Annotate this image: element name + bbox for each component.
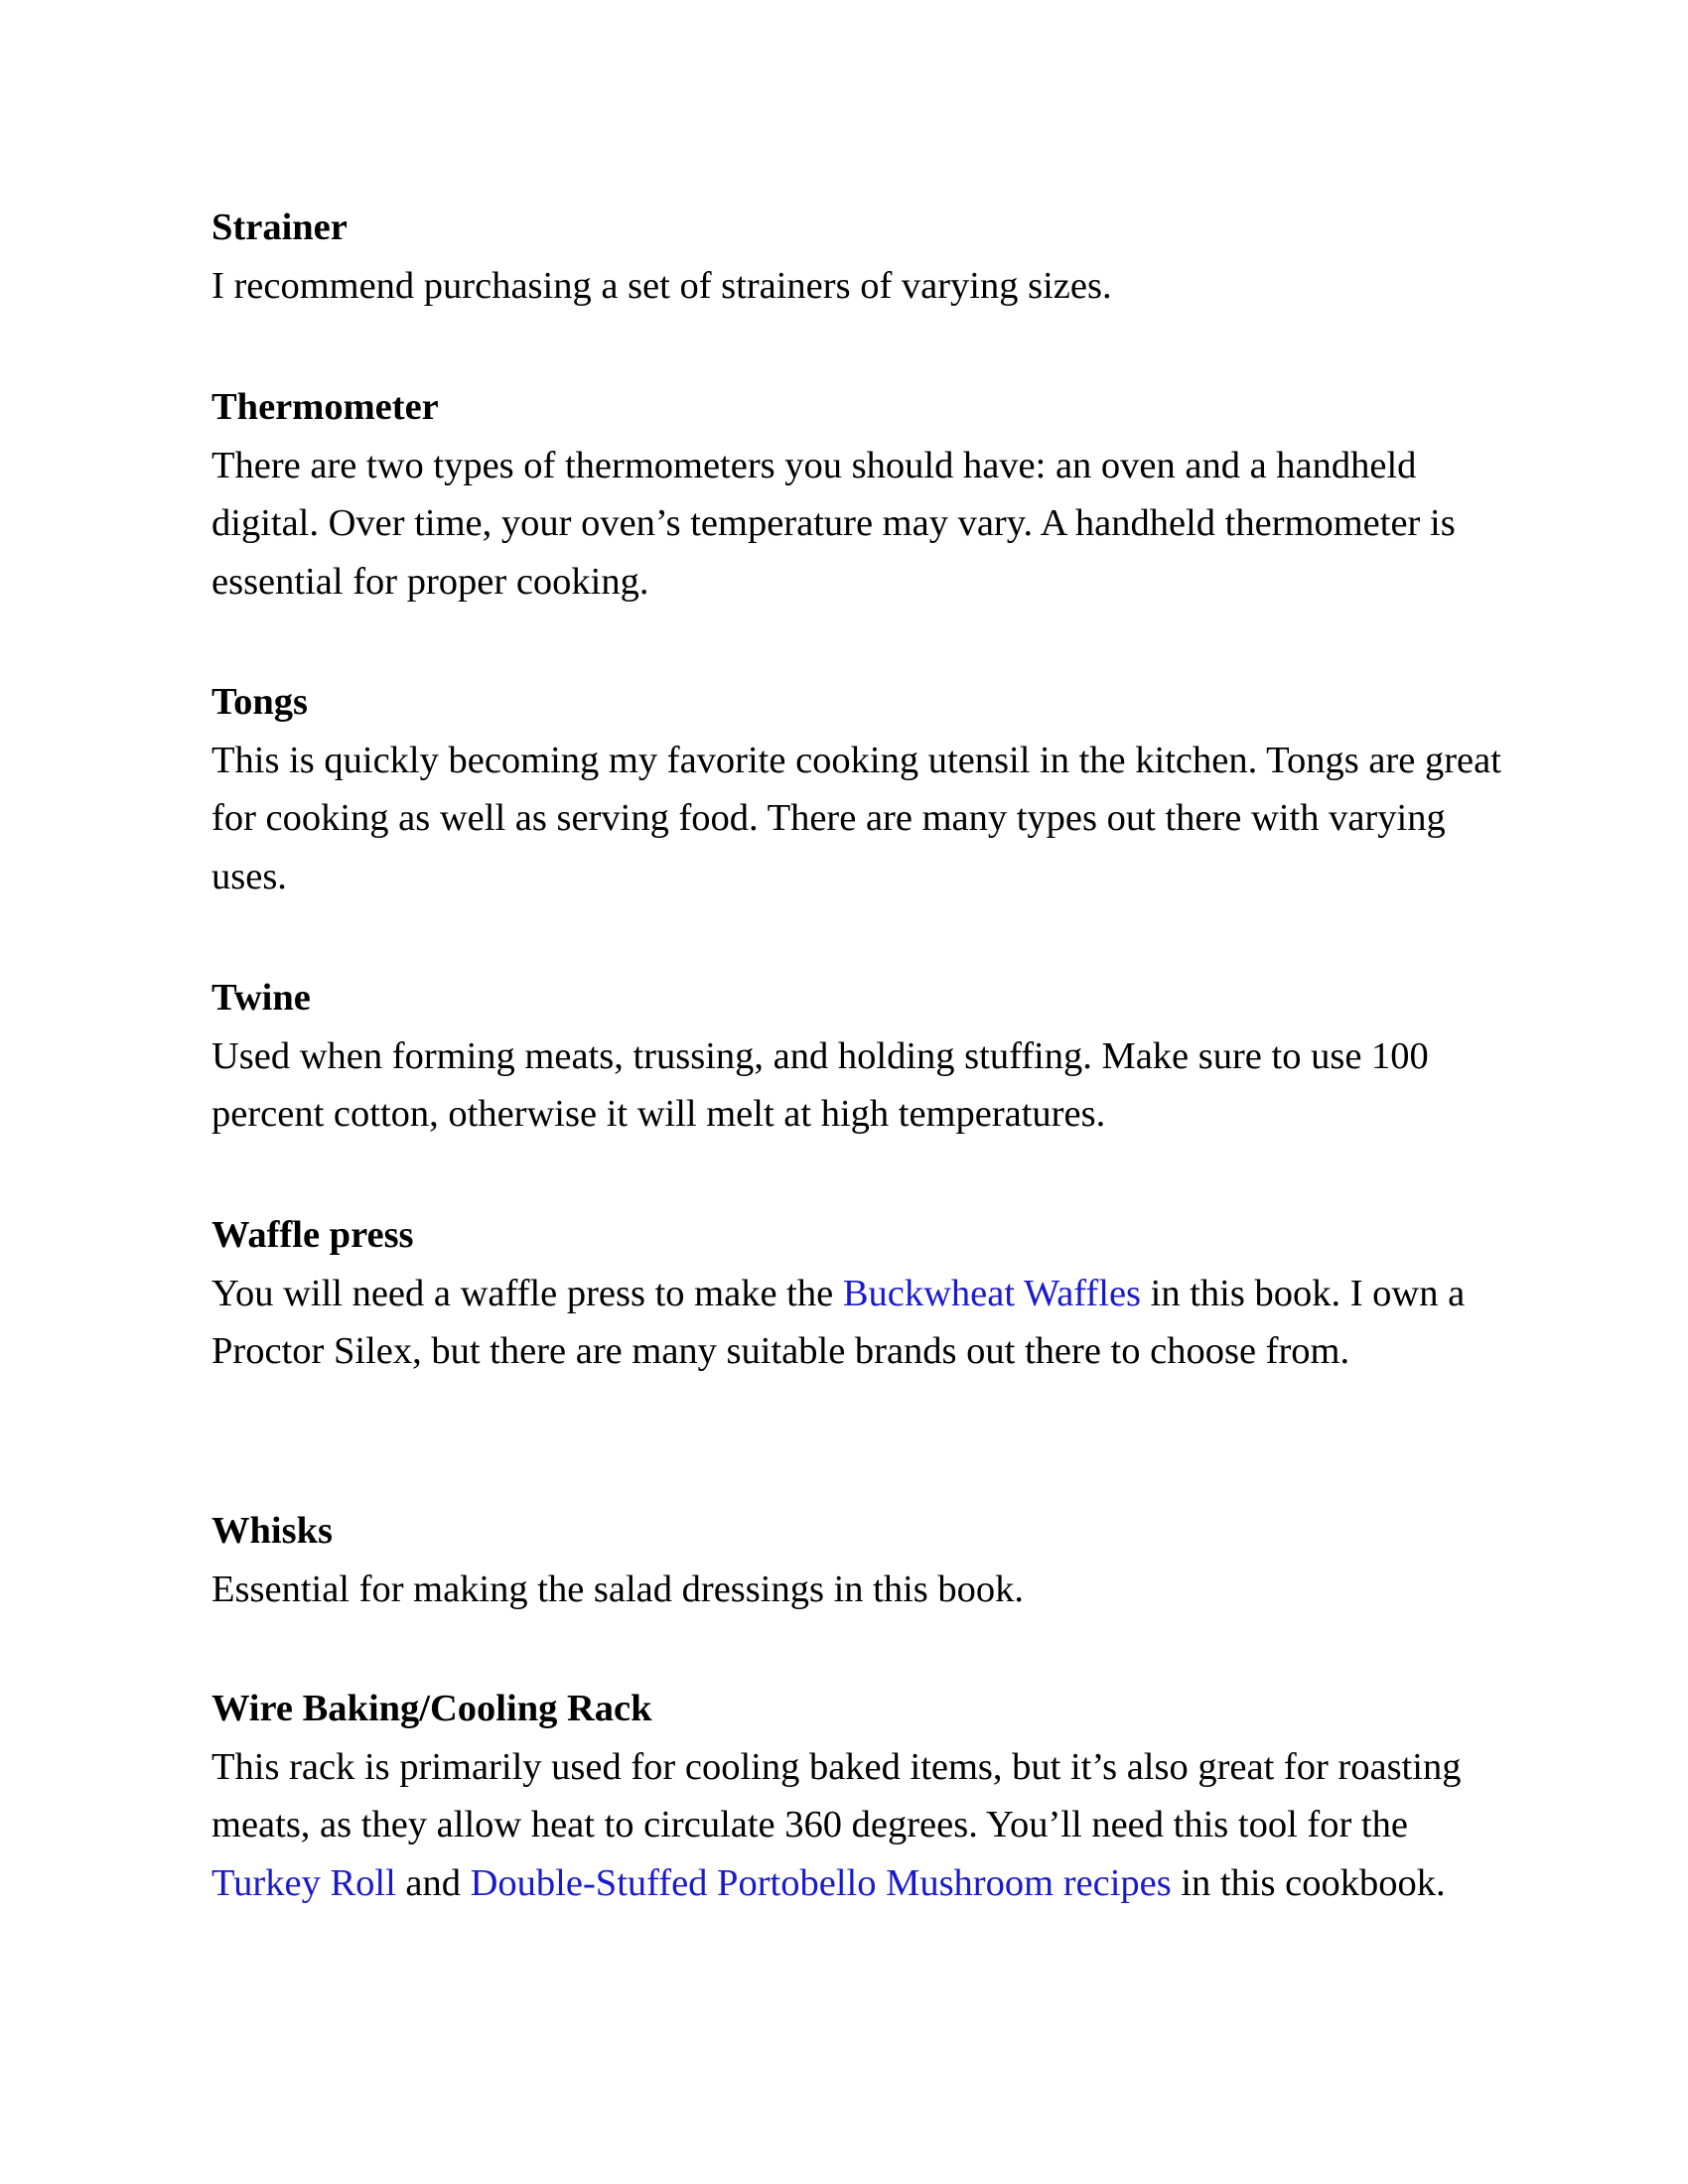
entry-term: Strainer <box>211 206 348 248</box>
entry-description <box>211 1265 1502 1381</box>
entry-description: There are two types of thermometers you should have: an oven and a handheld digital. Over time, your oven’s temperature may vary. A handheld thermometer is essential for proper cooking. <box>211 444 1456 603</box>
entry-description: I recommend purchasing a set of strainers of varying sizes. <box>211 264 1112 307</box>
entry-description: Essential for making the salad dressings in this book. <box>211 1568 1025 1610</box>
entry-tongs <box>211 673 1502 905</box>
description-text: in this book. I own a Proctor Silex, but there are many suitable brands out there to choose from. <box>211 1272 1466 1372</box>
entry-description: This is quickly becoming my favorite cooking utensil in the kitchen. Tongs are great for cooking as well as serving food. There are many types out there with varying uses. <box>211 739 1501 897</box>
entry-wire-rack <box>211 1680 1502 1912</box>
entry-description: Used when forming meats, trussing, and holding stuffing. Make sure to use 100 percent cotton, otherwise it will melt at high temperatures. <box>211 1034 1429 1135</box>
entry-term: Thermometer <box>211 386 439 428</box>
entry-whisks <box>211 1502 1502 1618</box>
turkey-roll-link[interactable]: Turkey Roll <box>211 1861 396 1904</box>
description-text: This rack is primarily used for cooling baked items, but it’s also great for roasting meats, as they allow heat to circulate 360 degrees. You’ll need this tool for the <box>211 1745 1462 1845</box>
description-text: and <box>395 1861 471 1904</box>
entry-strainer <box>211 199 1502 315</box>
description-text: in this cookbook. <box>1171 1861 1446 1904</box>
entry-term: Waffle press <box>211 1214 414 1256</box>
entry-twine <box>211 969 1502 1144</box>
entry-waffle-press <box>211 1206 1502 1381</box>
entry-thermometer <box>211 378 1502 611</box>
buckwheat-waffles-link[interactable]: Buckwheat Waffles <box>842 1272 1142 1314</box>
entry-term: Wire Baking/Cooling Rack <box>211 1688 652 1729</box>
entry-term: Whisks <box>211 1510 333 1552</box>
description-text: You will need a waffle press to make the <box>211 1272 843 1314</box>
entry-term: Tongs <box>211 681 309 723</box>
entry-term: Twine <box>211 977 311 1019</box>
entry-description <box>211 1738 1502 1913</box>
portobello-mushroom-link[interactable]: Double-Stuffed Portobello Mushroom recipes <box>470 1861 1172 1904</box>
